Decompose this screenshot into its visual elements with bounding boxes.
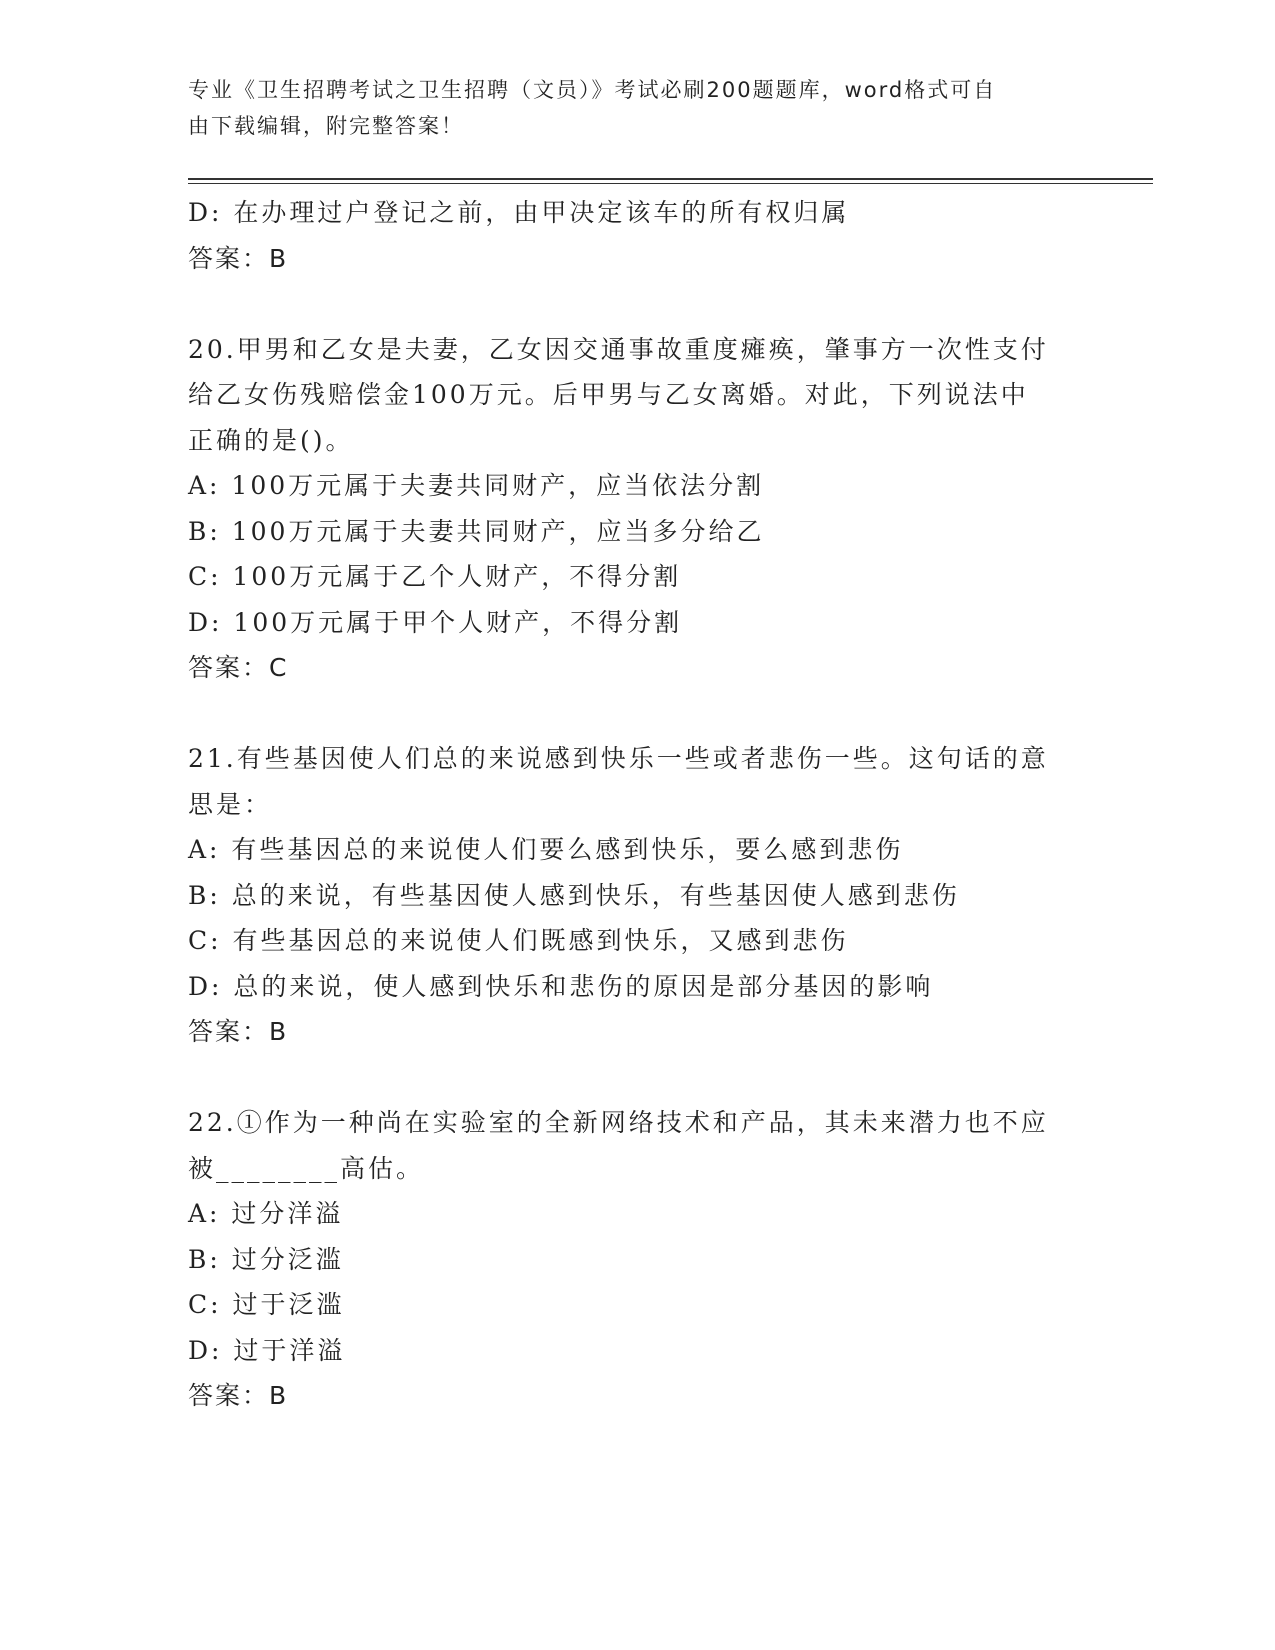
option-b: B: 100万元属于夫妻共同财产，应当多分给乙 [188,516,765,546]
header-line-1: 专业《卫生招聘考试之卫生招聘（文员）》考试必刷200题题库，word格式可自 [188,78,997,102]
prev-option-d: D: 在办理过户登记之前，由甲决定该车的所有权归属 [188,198,850,227]
option-d: D: 过于洋溢 [188,1335,346,1365]
answer: 答案：B [188,1381,289,1410]
header-divider-thin [188,183,1153,184]
option-c: C: 100万元属于乙个人财产，不得分割 [188,562,682,591]
option-c: C: 有些基因总的来说使人们既感到快乐，又感到悲伤 [188,926,849,955]
option-a: A: 100万元属于夫妻共同财产，应当依法分割 [188,471,765,500]
question-21 [188,736,1088,1055]
header-line-2: 由下载编辑，附完整答案！ [188,114,464,138]
question-stem-line: 正确的是()。 [188,425,354,455]
question-stem-line: 22.①作为一种尚在实验室的全新网络技术和产品，其未来潜力也不应 [188,1108,1049,1137]
question-list [188,190,1088,1419]
prev-answer: 答案：B [188,243,289,273]
option-d: D: 100万元属于甲个人财产，不得分割 [188,607,683,637]
option-c: C: 过于泛滥 [188,1290,345,1319]
question-22 [188,1100,1088,1419]
question-stem-line: 被________高估。 [188,1153,425,1183]
answer: 答案：B [188,1017,289,1046]
question-stem-line: 给乙女伤残赔偿金100万元。后甲男与乙女离婚。对此，下列说法中 [188,380,1029,409]
option-b: B: 总的来说，有些基因使人感到快乐，有些基因使人感到悲伤 [188,880,960,910]
spacer [188,281,1088,327]
question-stem-line: 思是： [188,789,273,819]
header-divider-thick [188,178,1153,180]
option-a: A: 有些基因总的来说使人们要么感到快乐，要么感到悲伤 [188,835,904,864]
question-stem-line: 20.甲男和乙女是夫妻，乙女因交通事故重度瘫痪，肇事方一次性支付 [188,334,1049,364]
question-20 [188,327,1088,691]
option-d: D: 总的来说，使人感到快乐和悲伤的原因是部分基因的影响 [188,971,934,1001]
spacer [188,1055,1088,1101]
page-header [188,72,1088,144]
question-stem-line: 21.有些基因使人们总的来说感到快乐一些或者悲伤一些。这句话的意 [188,744,1049,773]
option-a: A: 过分洋溢 [188,1199,344,1228]
spacer [188,691,1088,737]
option-b: B: 过分泛滥 [188,1244,344,1274]
answer: 答案：C [188,653,289,682]
